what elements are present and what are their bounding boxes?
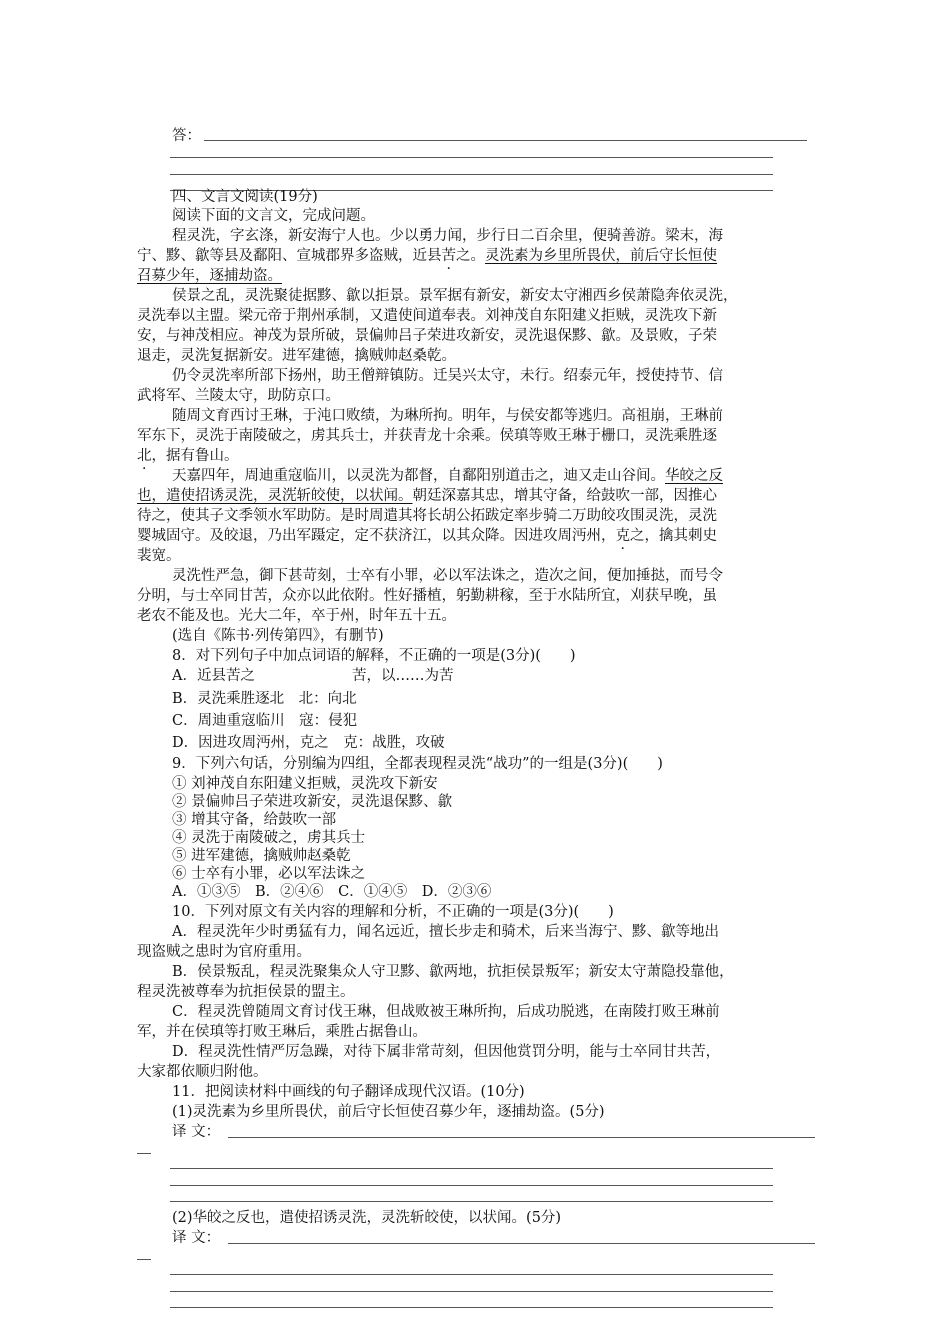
q10-option-c: C．程灵洗曾随周文育讨伐王琳，但战败被王琳所拘，后成功脱逃，在南陵打败王琳前 <box>172 1004 720 1020</box>
text: C．周迪重寇临川 <box>172 713 285 729</box>
question-8-stem: 8．对下列句子中加点词语的解释，不正确的一项是(3分)( ) <box>172 648 576 664</box>
q10-option-b-cont: 程灵洗被尊奉为抗拒侯景的盟主。 <box>137 984 355 1000</box>
answer-line <box>170 174 773 175</box>
text: 临川，以灵洗为都督，自鄱阳别道击之，迪又走山谷间。 <box>302 468 665 484</box>
text: 宁、黟、歙等县及鄱阳、宣城郡界多盗贼，近县 <box>137 248 442 264</box>
text: 之。 <box>456 248 485 264</box>
answer-line <box>170 1274 773 1275</box>
q11-sentence-2: (2)华皎之反也，遣使招诱灵洗，灵洗斩皎使，以状闻。(5分) <box>172 1210 562 1226</box>
passage-line: 灵洗奉以主盟。梁元帝于荆州承制，又遣使间道奉表。刘神茂自东阳建义拒贼，灵洗攻下新 <box>137 308 717 324</box>
passage-line: 老农不能及也。光大二年，卒于州，时年五十五。 <box>137 608 456 624</box>
question-11-stem: 11．把阅读材料中画线的句子翻译成现代汉语。(10分) <box>172 1084 525 1100</box>
q11-sentence-1: (1)灵洗素为乡里所畏伏，前后守长恒使召募少年，逐捕劫盗。(5分) <box>172 1104 605 1120</box>
q8-option-d <box>172 733 445 753</box>
answer-line <box>204 140 807 141</box>
q8-option-b <box>172 689 357 709</box>
text: B．灵洗乘胜逐北 <box>172 691 285 707</box>
q10-option-d-cont: 大家都依顺归附他。 <box>137 1064 268 1080</box>
q10-option-a-cont: 现盗贼之患时为官府重用。 <box>137 944 311 960</box>
answer-line <box>170 1168 773 1169</box>
q10-option-a: A．程灵洗年少时勇猛有力，闻名远近，擅长步走和骑术，后来当海宁、黟、歙等地出 <box>172 924 719 940</box>
q10-option-c-cont: 军，并在侯瑱等打败王琳后，乘胜占据鲁山。 <box>137 1024 427 1040</box>
dotted-word: 北 <box>137 448 152 464</box>
q9-choices: A．①③⑤ B．②④⑥ C．①④⑤ D．②③⑥ <box>172 884 492 900</box>
answer-line <box>228 1137 815 1138</box>
q9-item: ① 刘神茂自东阳建义拒贼，灵洗攻下新安 <box>172 776 438 792</box>
passage-line: 裴宽。 <box>137 548 181 564</box>
underlined-sentence: 灵洗素为乡里所畏伏，前后守长恒使 <box>485 248 717 264</box>
passage-line: 仍令灵洗率所部下扬州，助王僧辩镇防。迁吴兴太守，未行。绍泰元年，授使持节、信 <box>172 368 723 384</box>
section-instruction: 阅读下面的文言文，完成问题。 <box>172 208 375 224</box>
passage-line <box>137 246 717 266</box>
underlined-sentence: 华皎之反 <box>665 468 723 484</box>
answer-line <box>170 157 773 158</box>
passage-line: 程灵洗，字玄涤，新安海宁人也。少以勇力闻，步行日二百余里，便骑善游。梁末，海 <box>172 228 723 244</box>
underlined-sentence: 也，遣使招诱灵洗，灵洗斩皎使，以状闻。 <box>137 488 413 504</box>
q10-option-d: D．程灵洗性情严厉急躁，对待下属非常苛刻，但因他赏罚分明，能与士卒同甘共苦， <box>172 1044 721 1060</box>
answer-line <box>170 1307 773 1308</box>
passage-line <box>172 466 723 486</box>
passage-line <box>137 526 717 546</box>
text: 寇：侵犯 <box>299 713 358 729</box>
answer-line <box>170 1201 773 1202</box>
question-10-stem: 10．下列对原文有关内容的理解和分析，不正确的一项是(3分)( ) <box>172 904 614 920</box>
q9-item: ④ 灵洗于南陵破之，虏其兵士 <box>172 830 366 846</box>
answer-line <box>137 1259 151 1260</box>
q8-option-a-gloss: 苦，以……为苦 <box>352 668 454 684</box>
translation-label-2: 译 文： <box>172 1230 221 1246</box>
passage-line: 灵洗性严急，御下甚苛刻，士卒有小罪，必以军法诛之，造次之间，便加捶挞，而号令 <box>172 568 723 584</box>
text: 天嘉四年，周迪重 <box>172 468 288 484</box>
passage-line <box>137 486 717 506</box>
passage-line: 退走，灵洗复据新安。进军建德，擒贼帅赵桑乾。 <box>137 348 456 364</box>
q8-option-a: A．近县苦之 <box>172 668 255 684</box>
translation-label-1: 译 文： <box>172 1124 221 1140</box>
text: ，据有鲁山。 <box>151 448 239 464</box>
q8-option-c <box>172 711 357 731</box>
answer-line <box>228 1243 815 1244</box>
text: 朝廷深嘉其忠，增其守备，给鼓吹一部，因推心 <box>412 488 717 504</box>
text: 北：向北 <box>298 691 357 707</box>
passage-line: 待之，使其子文季领水军助防。是时周遣其将长胡公拓跋定率步骑二万助皎攻围灵洗，灵洗 <box>137 508 717 524</box>
dotted-word: 苦 <box>441 248 456 264</box>
passage-line <box>137 446 239 466</box>
text: 克：战胜，攻破 <box>343 735 445 751</box>
passage-line: 军东下，灵洗于南陵破之，虏其兵士，并获青龙十余乘。侯瑱等败王琳于栅口，灵洗乘胜逐 <box>137 428 717 444</box>
passage-line: 侯景之乱，灵洗聚徒据黟、歙以拒景。景军据有新安，新安太守湘西乡侯萧隐奔依灵洗， <box>172 288 738 304</box>
passage-line: 随周文育西讨王琳，于沌口败绩，为琳所拘。明年，与侯安都等逃归。高祖崩，王琳前 <box>172 408 723 424</box>
section-heading: 四、文言文阅读(19分) <box>172 189 318 205</box>
answer-label: 答： <box>172 128 201 144</box>
passage-source: (选自《陈书·列传第四》，有删节) <box>172 628 384 644</box>
question-9-stem: 9．下列六句话，分别编为四组，全都表现程灵洗“战功”的一组是(3分)( ) <box>172 756 663 772</box>
q10-option-b: B．侯景叛乱，程灵洗聚集众人守卫黟、歙两地，抗拒侯景叛军；新安太守萧隐投靠他， <box>172 964 734 980</box>
dotted-word: 克 <box>615 528 630 544</box>
passage-line: 安，与神茂相应。神茂为景所破，景偏帅吕子荣进攻新安，灵洗退保黟、歙。及景败，子荣 <box>137 328 717 344</box>
q9-item: ② 景偏帅吕子荣进攻新安，灵洗退保黟、歙 <box>172 794 453 810</box>
answer-line <box>137 1153 151 1154</box>
passage-line: 分明，与士卒同甘苦，众亦以此依附。性好播植，躬勤耕稼，至于水陆所宜，刈获早晚，虽 <box>137 588 717 604</box>
dotted-word: 寇 <box>288 468 303 484</box>
text: 之，擒其刺史 <box>630 528 717 544</box>
answer-line <box>170 1291 773 1292</box>
q9-item: ⑤ 进军建德，擒贼帅赵桑乾 <box>172 848 351 864</box>
text: 婴城固守。及皎退，乃出军蹑定，定不获济江，以其众降。因进攻周沔州， <box>137 528 616 544</box>
q9-item: ⑥ 士卒有小罪，必以军法诛之 <box>172 866 366 882</box>
q9-item: ③ 增其守备，给鼓吹一部 <box>172 812 337 828</box>
answer-line <box>170 1185 773 1186</box>
passage-line: 武将军、兰陵太守，助防京口。 <box>137 388 340 404</box>
underlined-sentence: 召募少年，逐捕劫盗。 <box>137 268 282 284</box>
text: D．因进攻周沔州，克之 <box>172 735 329 751</box>
